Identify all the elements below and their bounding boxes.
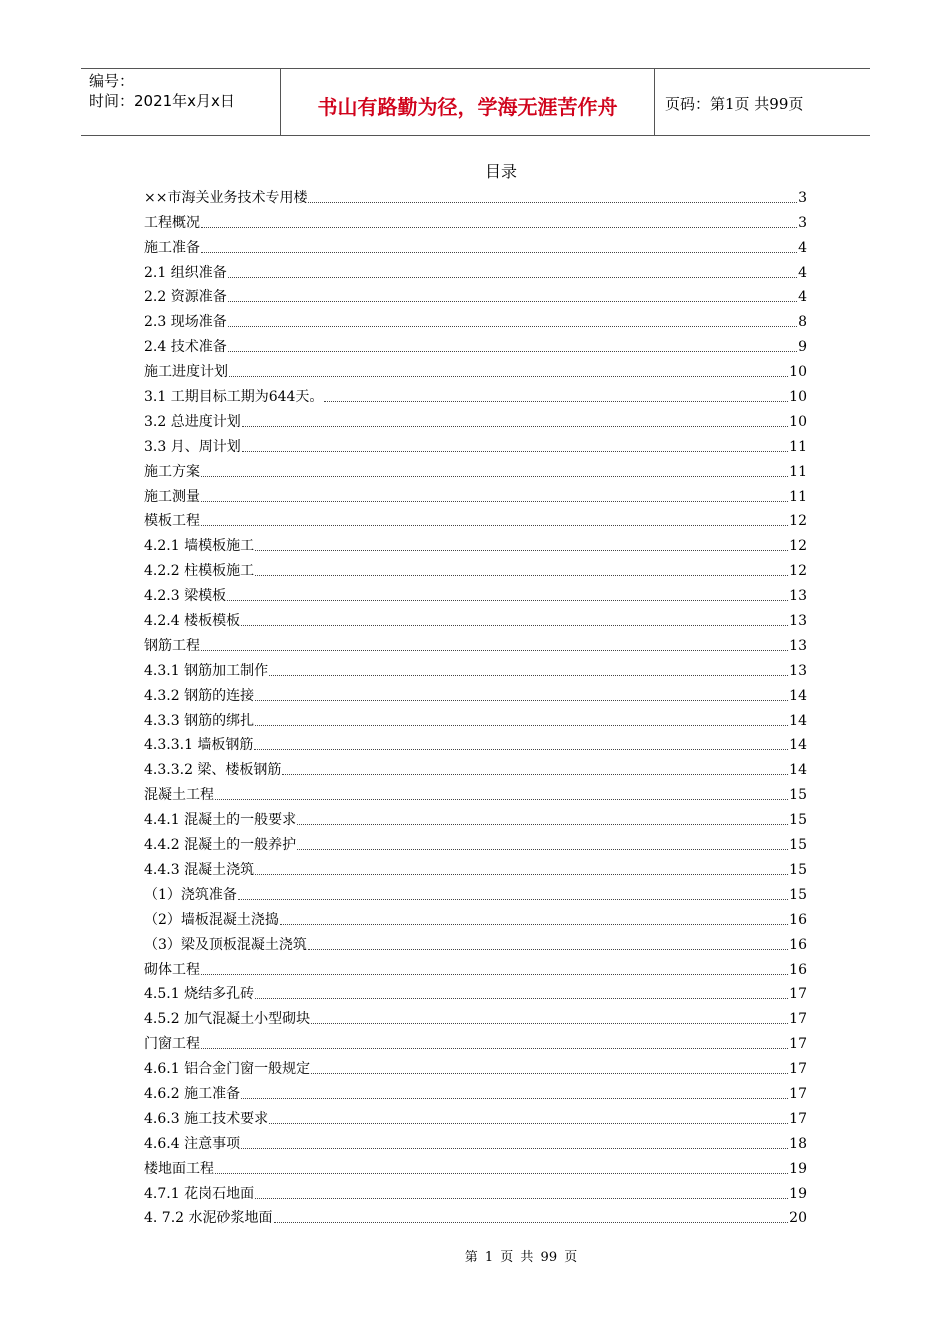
toc-leader-dots [255, 575, 788, 576]
toc-leader-dots [201, 476, 788, 477]
toc-entry[interactable] [144, 183, 807, 208]
toc-entry-label: 4.2.2 柱模板施工 [144, 563, 255, 580]
toc-leader-dots [255, 700, 788, 701]
toc-entry-label: 4.3.3.2 梁、楼板钢筋 [144, 762, 282, 779]
toc-entry[interactable] [144, 357, 807, 382]
toc-title: 目录 [484, 162, 517, 181]
toc-leader-dots [201, 227, 797, 228]
toc-entry-label: 施工方案 [144, 463, 200, 480]
toc-leader-dots [238, 899, 788, 900]
toc-entry[interactable] [144, 507, 807, 532]
toc-leader-dots [255, 1198, 788, 1199]
toc-entry-page: 10 [789, 413, 807, 430]
toc-entry-page: 10 [789, 389, 807, 406]
toc-leader-dots [215, 1173, 788, 1174]
toc-entry-page: 13 [789, 637, 807, 654]
toc-entry-page: 10 [789, 364, 807, 381]
table-of-contents [144, 183, 807, 1228]
toc-leader-dots [215, 799, 788, 800]
toc-entry[interactable] [144, 830, 807, 855]
toc-entry-label: 工程概况 [144, 214, 200, 231]
toc-entry-page: 4 [798, 239, 807, 256]
toc-entry[interactable] [144, 880, 807, 905]
toc-entry[interactable] [144, 382, 807, 407]
toc-entry[interactable] [144, 283, 807, 308]
toc-entry[interactable] [144, 1204, 807, 1229]
toc-entry[interactable] [144, 656, 807, 681]
toc-entry-label: 砌体工程 [144, 961, 200, 978]
toc-entry-label: 4.6.3 施工技术要求 [144, 1110, 269, 1127]
toc-entry[interactable] [144, 258, 807, 283]
toc-entry-page: 17 [789, 1085, 807, 1102]
toc-entry-page: 9 [798, 339, 807, 356]
toc-entry-page: 17 [789, 1011, 807, 1028]
toc-entry-label: 4.2.4 楼板模板 [144, 613, 241, 630]
page-info: 页码：第1页 共99页 [665, 94, 804, 113]
toc-entry-label: 4.4.1 混凝土的一般要求 [144, 812, 297, 829]
toc-entry-label: 2.2 资源准备 [144, 289, 227, 306]
toc-leader-dots [311, 1073, 788, 1074]
toc-entry-label: （1）浇筑准备 [144, 886, 237, 903]
toc-entry[interactable] [144, 432, 807, 457]
toc-entry[interactable] [144, 332, 807, 357]
toc-leader-dots [201, 525, 788, 526]
toc-entry[interactable] [144, 731, 807, 756]
toc-entry[interactable] [144, 805, 807, 830]
toc-entry-page: 19 [789, 1185, 807, 1202]
toc-entry-page: 4 [798, 289, 807, 306]
toc-entry[interactable] [144, 208, 807, 233]
toc-leader-dots [311, 1023, 788, 1024]
page-header [81, 68, 870, 136]
toc-entry-page: 14 [789, 687, 807, 704]
toc-entry[interactable] [144, 980, 807, 1005]
toc-entry[interactable] [144, 1129, 807, 1154]
toc-entry[interactable] [144, 1079, 807, 1104]
toc-entry[interactable] [144, 407, 807, 432]
toc-leader-dots [255, 550, 788, 551]
toc-entry[interactable] [144, 1054, 807, 1079]
time-label: 时间：2021年x月x日 [89, 92, 235, 110]
toc-entry-label: 钢筋工程 [144, 637, 200, 654]
toc-entry-label: 模板工程 [144, 513, 200, 530]
toc-leader-dots [241, 1148, 788, 1149]
toc-entry-page: 15 [789, 787, 807, 804]
toc-entry[interactable] [144, 233, 807, 258]
toc-entry-page: 17 [789, 1036, 807, 1053]
toc-leader-dots [282, 774, 788, 775]
header-left-cell [81, 69, 281, 135]
toc-entry[interactable] [144, 1004, 807, 1029]
toc-entry-page: 4 [798, 264, 807, 281]
toc-leader-dots [269, 1123, 788, 1124]
toc-leader-dots [324, 401, 788, 402]
toc-entry-label: 施工测量 [144, 488, 200, 505]
toc-entry-page: 16 [789, 936, 807, 953]
toc-entry-page: 17 [789, 1110, 807, 1127]
toc-entry[interactable] [144, 905, 807, 930]
toc-leader-dots [242, 451, 788, 452]
toc-entry-label: 3.1 工期目标工期为644天。 [144, 389, 324, 406]
toc-leader-dots [308, 202, 797, 203]
toc-entry-label: （2）墙板混凝土浇捣 [144, 911, 279, 928]
toc-entry-page: 3 [798, 189, 807, 206]
toc-entry-label: 4.6.4 注意事项 [144, 1135, 241, 1152]
toc-entry[interactable] [144, 457, 807, 482]
toc-entry-label: 3.3 月、周计划 [144, 438, 241, 455]
toc-entry-label: 4.3.3.1 墙板钢筋 [144, 737, 254, 754]
toc-entry-page: 14 [789, 737, 807, 754]
toc-entry[interactable] [144, 955, 807, 980]
toc-entry[interactable] [144, 1154, 807, 1179]
toc-entry-label: 2.3 现场准备 [144, 314, 227, 331]
toc-entry[interactable] [144, 581, 807, 606]
toc-entry-page: 14 [789, 712, 807, 729]
toc-leader-dots [228, 326, 797, 327]
toc-leader-dots [201, 252, 797, 253]
toc-entry-page: 12 [789, 513, 807, 530]
toc-entry-page: 15 [789, 886, 807, 903]
toc-entry-page: 13 [789, 588, 807, 605]
toc-entry[interactable] [144, 1179, 807, 1204]
toc-leader-dots [254, 749, 788, 750]
toc-leader-dots [241, 625, 788, 626]
toc-entry-page: 12 [789, 563, 807, 580]
toc-leader-dots [201, 974, 788, 975]
toc-entry[interactable] [144, 531, 807, 556]
toc-entry-page: 15 [789, 861, 807, 878]
toc-leader-dots [242, 426, 788, 427]
toc-leader-dots [255, 874, 788, 875]
toc-entry[interactable] [144, 482, 807, 507]
toc-entry-label: 楼地面工程 [144, 1160, 214, 1177]
toc-leader-dots [280, 924, 788, 925]
toc-entry-label: 4.6.1 铝合金门窗一般规定 [144, 1061, 311, 1078]
toc-entry-page: 11 [789, 438, 807, 455]
toc-entry-label: 3.2 总进度计划 [144, 413, 241, 430]
toc-entry-label: 4. 7.2 水泥砂浆地面 [144, 1210, 273, 1227]
toc-leader-dots [255, 998, 788, 999]
toc-leader-dots [308, 949, 788, 950]
toc-leader-dots [201, 650, 788, 651]
page-footer: 第 1 页 共 99 页 [464, 1250, 578, 1265]
toc-leader-dots [241, 1098, 788, 1099]
toc-entry-label: 混凝土工程 [144, 787, 214, 804]
toc-entry-label: 2.1 组织准备 [144, 264, 227, 281]
toc-leader-dots [228, 301, 797, 302]
toc-entry-page: 11 [789, 488, 807, 505]
toc-entry[interactable] [144, 855, 807, 880]
toc-entry-page: 20 [789, 1210, 807, 1227]
toc-entry-label: 4.3.2 钢筋的连接 [144, 687, 255, 704]
toc-entry-label: （3）梁及顶板混凝土浇筑 [144, 936, 307, 953]
toc-entry[interactable] [144, 1029, 807, 1054]
toc-entry-label: ××市海关业务技术专用楼 [144, 189, 308, 206]
toc-entry[interactable] [144, 755, 807, 780]
toc-entry[interactable] [144, 780, 807, 805]
toc-leader-dots [227, 600, 788, 601]
number-label: 编号： [89, 72, 135, 90]
toc-entry-label: 门窗工程 [144, 1036, 200, 1053]
toc-entry-label: 4.6.2 施工准备 [144, 1085, 241, 1102]
toc-entry-label: 4.3.3 钢筋的绑扎 [144, 712, 255, 729]
toc-entry-label: 2.4 技术准备 [144, 339, 227, 356]
toc-entry-label: 4.4.2 混凝土的一般养护 [144, 837, 297, 854]
toc-entry[interactable] [144, 606, 807, 631]
toc-entry-page: 13 [789, 662, 807, 679]
toc-entry-label: 4.5.1 烧结多孔砖 [144, 986, 255, 1003]
toc-entry-page: 14 [789, 762, 807, 779]
toc-leader-dots [228, 351, 797, 352]
toc-entry[interactable] [144, 681, 807, 706]
toc-leader-dots [274, 1222, 789, 1223]
toc-entry-label: 4.5.2 加气混凝土小型砌块 [144, 1011, 311, 1028]
toc-entry-label: 4.7.1 花岗石地面 [144, 1185, 255, 1202]
toc-entry-page: 15 [789, 837, 807, 854]
toc-entry-page: 12 [789, 538, 807, 555]
toc-entry-page: 16 [789, 911, 807, 928]
toc-leader-dots [201, 1048, 788, 1049]
toc-leader-dots [201, 501, 788, 502]
toc-leader-dots [229, 376, 788, 377]
toc-entry-label: 4.4.3 混凝土浇筑 [144, 861, 255, 878]
toc-entry-page: 16 [789, 961, 807, 978]
toc-entry-label: 4.2.1 墙模板施工 [144, 538, 255, 555]
toc-entry-label: 4.2.3 梁模板 [144, 588, 227, 605]
toc-entry[interactable] [144, 930, 807, 955]
toc-entry-page: 17 [789, 986, 807, 1003]
toc-entry-page: 17 [789, 1061, 807, 1078]
toc-entry-label: 施工准备 [144, 239, 200, 256]
toc-entry-page: 8 [798, 314, 807, 331]
toc-entry-page: 18 [789, 1135, 807, 1152]
toc-entry[interactable] [144, 706, 807, 731]
toc-leader-dots [269, 675, 788, 676]
toc-entry-label: 施工进度计划 [144, 364, 228, 381]
toc-entry-page: 3 [798, 214, 807, 231]
toc-entry-label: 4.3.1 钢筋加工制作 [144, 662, 269, 679]
toc-entry[interactable] [144, 1104, 807, 1129]
toc-leader-dots [297, 824, 788, 825]
toc-entry-page: 15 [789, 812, 807, 829]
toc-leader-dots [297, 849, 788, 850]
toc-entry-page: 13 [789, 613, 807, 630]
toc-entry[interactable] [144, 307, 807, 332]
toc-leader-dots [255, 725, 788, 726]
toc-entry[interactable] [144, 631, 807, 656]
toc-entry-page: 19 [789, 1160, 807, 1177]
toc-entry-page: 11 [789, 463, 807, 480]
toc-entry[interactable] [144, 556, 807, 581]
toc-leader-dots [228, 277, 797, 278]
motto: 书山有路勤为径，学海无涯苦作舟 [281, 69, 655, 135]
